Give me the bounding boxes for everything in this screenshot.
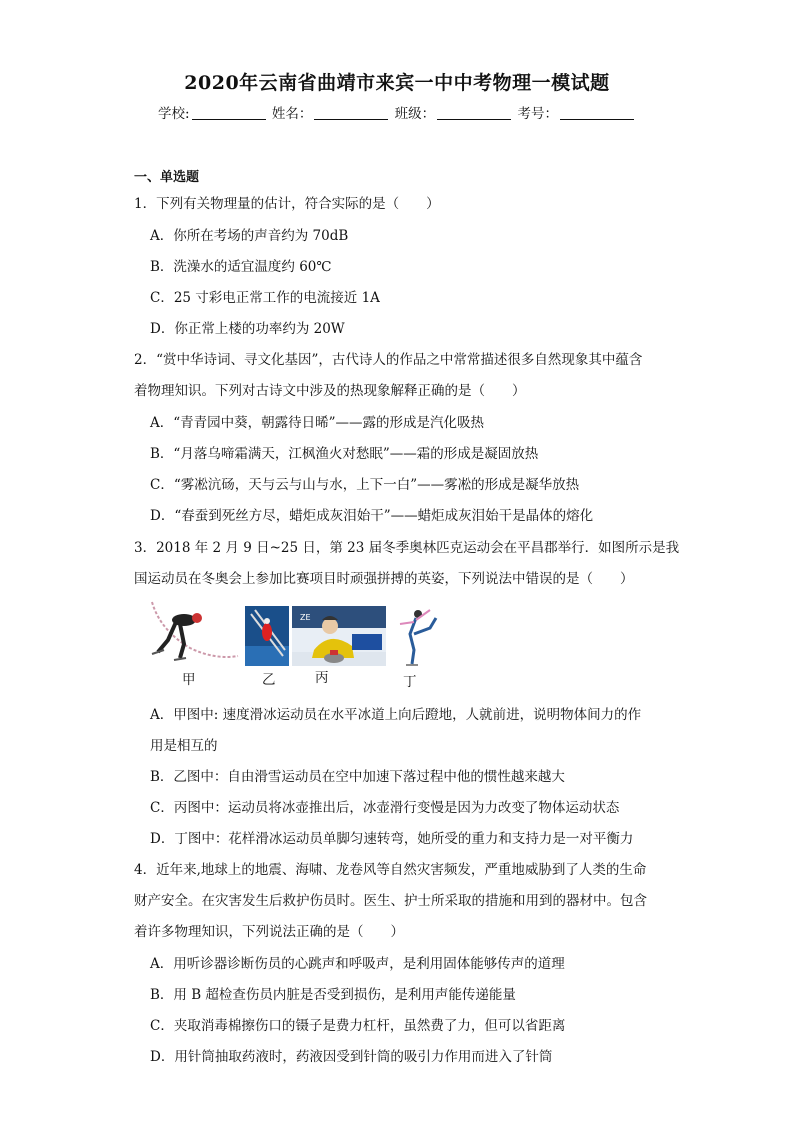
q4-option-b: B．用 B 超检查伤员内脏是否受到损伤，是利用声能传递能量: [150, 987, 516, 1003]
figure-label-bing: 丙: [315, 670, 329, 686]
q4-stem-line2: 财产安全。在灾害发生后救护伤员时。医生、护士所采取的措施和用到的器材中。包含: [134, 893, 647, 909]
q2-option-d: D．“春蚕到死丝方尽，蜡炬成灰泪始干”——蜡炬成灰泪始干是晶体的熔化: [150, 508, 594, 524]
svg-text:ZE: ZE: [300, 613, 311, 622]
q1-stem: 1．下列有关物理量的估计，符合实际的是（ ）: [134, 196, 440, 212]
examno-blank: [560, 105, 634, 120]
q1-option-d: D．你正常上楼的功率约为 20W: [150, 321, 345, 337]
q1-option-c: C．25 寸彩电正常工作的电流接近 1A: [150, 290, 380, 306]
q2-stem-line1: 2．“赏中华诗词、寻文化基因”，古代诗人的作品之中常常描述很多自然现象其中蕴含: [134, 352, 643, 368]
curler-image: [292, 606, 386, 666]
q4-stem-line3: 着许多物理知识，下列说法正确的是（ ）: [134, 924, 404, 940]
q2-option-b: B．“月落乌啼霜满天，江枫渔火对愁眠”——霜的形成是凝固放热: [150, 446, 539, 462]
q3-stem-line2: 国运动员在冬奥会上参加比赛项目时顽强拼搏的英姿，下列说法中错误的是（ ）: [134, 571, 634, 587]
q2-option-c: C．“雾凇沆砀，天与云与山与水，上下一白”——雾凇的形成是凝华放热: [150, 477, 580, 493]
q4-option-d: D．用针筒抽取药液时，药液因受到针筒的吸引力作用而进入了针筒: [150, 1049, 553, 1065]
q3-figure-row: [140, 600, 440, 690]
school-blank: [192, 105, 266, 120]
q1-option-a: A．你所在考场的声音约为 70dB: [150, 228, 349, 244]
q4-option-a: A．用听诊器诊断伤员的心跳声和呼吸声，是利用固体能够传声的道理: [150, 956, 565, 972]
figure-label-jia: 甲: [182, 672, 196, 688]
q2-stem-line2: 着物理知识。下列对古诗文中涉及的热现象解释正确的是（ ）: [134, 383, 526, 399]
class-label: 班级：: [394, 106, 436, 122]
q3-option-a-line1: A．甲图中: 速度滑冰运动员在水平冰道上向后蹬地，人就前进，说明物体间力的作: [150, 707, 642, 723]
q3-option-b: B．乙图中：自由滑雪运动员在空中加速下落过程中他的惯性越来越大: [150, 769, 565, 785]
figure-skater-image: [390, 604, 440, 668]
section-heading: 一、单选题: [134, 170, 200, 185]
examno-label: 考号：: [517, 106, 558, 122]
q3-option-d: D．丁图中：花样滑冰运动员单脚匀速转弯，她所受的重力和支持力是一对平衡力: [150, 831, 634, 847]
q3-stem-line1: 3．2018 年 2 月 9 日~25 日，第 23 届冬季奥林匹克运动会在平昌郡举行．如图所示是我: [134, 540, 680, 556]
class-blank: [437, 105, 511, 120]
q2-option-a: A．“青青园中葵，朝露待日晞”——露的形成是汽化吸热: [150, 415, 485, 431]
speed-skater-image: [140, 600, 240, 670]
aerial-skier-image: [245, 606, 289, 666]
figure-label-yi: 乙: [262, 672, 276, 688]
q4-stem-line1: 4．近年来,地球上的地震、海啸、龙卷风等自然灾害频发，严重地威胁到了人类的生命: [134, 862, 647, 878]
q3-option-a-line2: 用是相互的: [150, 738, 218, 754]
school-label: 学校:: [158, 106, 190, 122]
q1-option-b: B．洗澡水的适宜温度约 60℃: [150, 259, 332, 275]
q4-option-c: C．夹取消毒棉擦伤口的镊子是费力杠杆，虽然费了力，但可以省距离: [150, 1018, 566, 1034]
q3-option-c: C．丙图中：运动员将冰壶推出后，冰壶滑行变慢是因为力改变了物体运动状态: [150, 800, 620, 816]
figure-label-ding: 丁: [403, 674, 417, 690]
page-title: 2020年云南省曲靖市来宾一中中考物理一模试题: [184, 72, 610, 94]
student-info-line: [0, 102, 794, 122]
name-blank: [314, 105, 388, 120]
name-label: 姓名：: [271, 106, 313, 122]
